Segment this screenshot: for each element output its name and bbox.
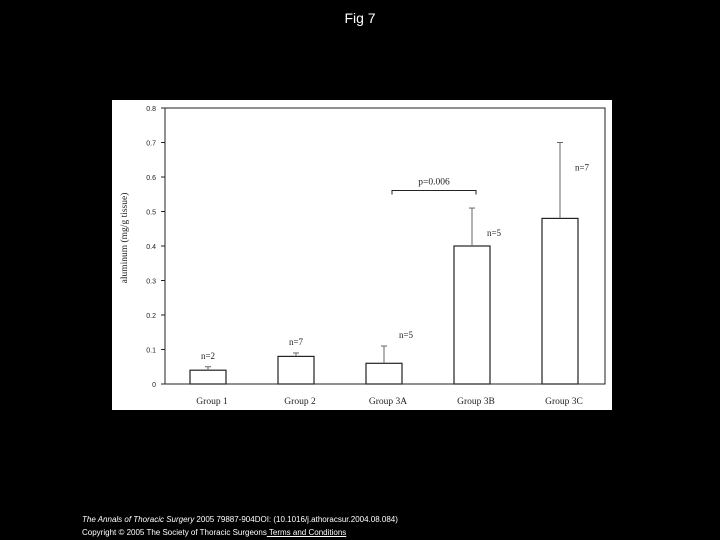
terms-and-conditions-link[interactable]: Terms and Conditions (266, 528, 347, 537)
figure-panel (112, 100, 612, 410)
bar-group-2 (278, 356, 314, 384)
caption-citation-line (82, 515, 398, 524)
x-tick-label: Group 3C (545, 397, 583, 407)
n-label: n=2 (200, 350, 216, 361)
bar-chart (112, 100, 612, 410)
bar-group-3b (454, 246, 490, 384)
y-tick-label: 0.8 (146, 106, 156, 113)
copyright-text: Copyright © 2005 The Society of Thoracic Surgeons (82, 528, 267, 537)
y-tick-label: 0.2 (146, 313, 156, 320)
n-label: n=7 (288, 336, 304, 347)
y-axis-label: aluminum (mg/g tissue) (120, 192, 130, 284)
p-value-label: p=0.006 (418, 177, 450, 188)
plot-frame (165, 108, 605, 384)
x-tick-label: Group 1 (196, 397, 228, 407)
y-tick-label: 0.1 (146, 347, 156, 355)
y-tick-label: 0.5 (146, 209, 156, 217)
citation-text: 2005 79887-904DOI: (10.1016/j.athoracsur.2004.08.084) (194, 515, 398, 524)
y-tick-label: 0.7 (146, 140, 156, 148)
n-label: n=5 (398, 330, 414, 341)
y-tick-label: 0.4 (146, 244, 156, 251)
y-tick-label: 0.3 (146, 278, 156, 286)
y-tick-label: 0.6 (146, 175, 156, 182)
x-tick-label: Group 3B (457, 397, 495, 407)
slide-title: Fig 7 (344, 10, 376, 26)
bar-group-3a (366, 363, 402, 384)
x-tick-label: Group 3A (368, 397, 408, 407)
bar-group-3c (542, 218, 578, 384)
bar-group-1 (190, 370, 226, 384)
journal-name: The Annals of Thoracic Surgery (82, 515, 195, 524)
n-label: n=5 (486, 228, 502, 239)
caption-copyright-line (82, 528, 346, 537)
y-tick-label: 0 (152, 382, 156, 389)
x-tick-label: Group 2 (284, 397, 316, 407)
significance-bracket (392, 190, 476, 194)
n-label: n=7 (574, 162, 590, 173)
